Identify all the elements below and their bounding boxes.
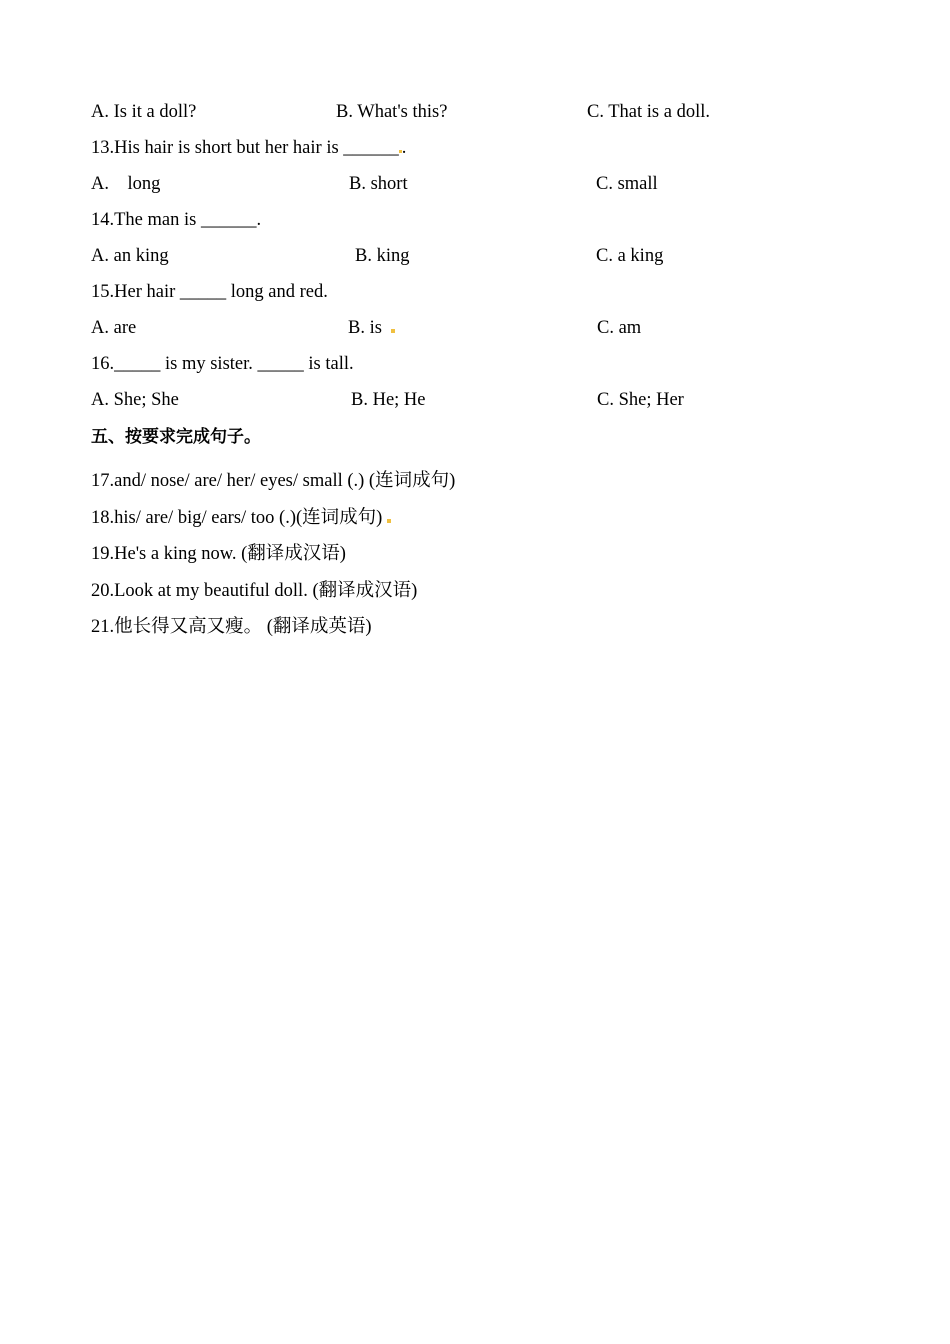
- q12-option-a: A. Is it a doll?: [91, 102, 197, 122]
- q15-stem: 15.Her hair _____ long and red.: [91, 282, 328, 302]
- q13-option-a: A. long: [91, 174, 161, 194]
- q12-option-b: B. What's this?: [336, 102, 448, 122]
- q15-option-a: A. are: [91, 318, 137, 338]
- q18-row: [91, 506, 391, 530]
- q14-option-b: B. king: [355, 246, 410, 266]
- marker-dot-icon: [391, 329, 395, 333]
- q13-stem: [91, 136, 406, 160]
- section-heading: 五、按要求完成句子。: [91, 427, 261, 447]
- q17-item: 17.and/ nose/ are/ her/ eyes/ small (.) (连词成句): [91, 471, 456, 491]
- q13-option-b: B. short: [349, 174, 408, 194]
- q18-item: 18.his/ are/ big/ ears/ too (.)(连词成句): [91, 508, 383, 528]
- q15-option-b: B. is: [348, 318, 382, 338]
- marker-dot-icon: [387, 519, 391, 523]
- q13-option-c: C. small: [596, 174, 658, 194]
- q21-item: 21.他长得又高又瘦。 (翻译成英语): [91, 617, 372, 637]
- q20-item: 20.Look at my beautiful doll. (翻译成汉语): [91, 581, 418, 601]
- q13-stem-text: 13.His hair is short but her hair is ______: [91, 138, 399, 158]
- q16-stem: 16._____ is my sister. _____ is tall.: [91, 354, 354, 374]
- q15-option-b-wrap: [348, 316, 395, 340]
- q15-option-c: C. am: [597, 318, 642, 338]
- q16-option-c: C. She; Her: [597, 390, 684, 410]
- q14-option-a: A. an king: [91, 246, 169, 266]
- q19-item: 19.He's a king now. (翻译成汉语): [91, 544, 346, 564]
- q16-option-a: A. She; She: [91, 390, 179, 410]
- q16-option-b: B. He; He: [351, 390, 426, 410]
- q13-stem-end: .: [401, 138, 407, 158]
- q14-option-c: C. a king: [596, 246, 664, 266]
- q12-option-c: C. That is a doll.: [587, 102, 710, 122]
- q14-stem: 14.The man is ______.: [91, 210, 262, 230]
